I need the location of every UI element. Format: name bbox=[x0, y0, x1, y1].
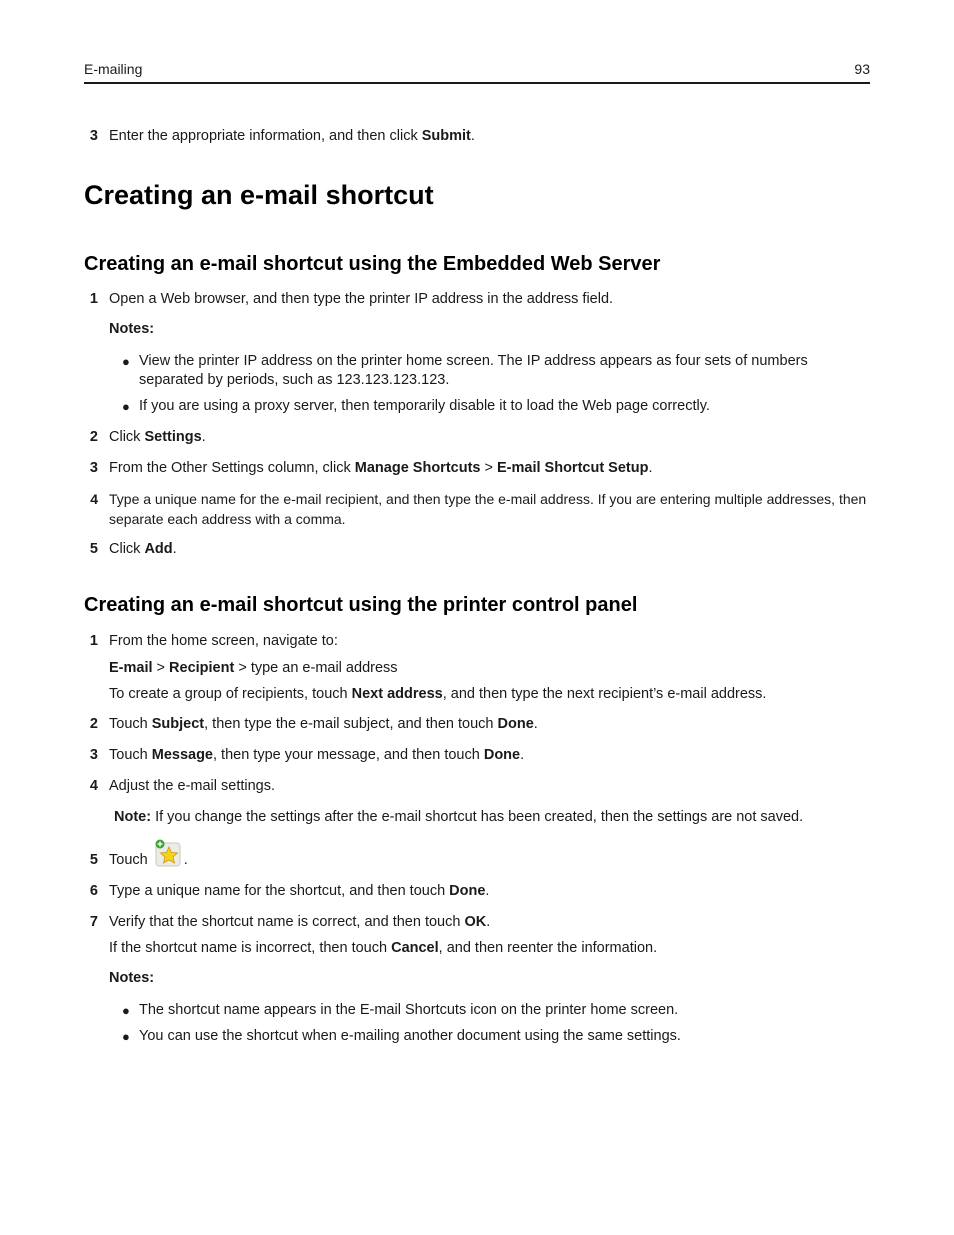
group-recipients-text: To create a group of recipients, touch Next address, and then type the next recipient’s e-mail address. bbox=[109, 686, 767, 702]
section-name: E-mailing bbox=[84, 61, 143, 77]
cancel-instruction: If the shortcut name is incorrect, then touch Cancel, and then reenter the information. bbox=[109, 940, 658, 956]
add-shortcut-star-icon bbox=[154, 839, 182, 867]
step-text: Enter the appropriate information, and then click Submit. bbox=[109, 128, 475, 144]
panel-notes-label: Notes: bbox=[109, 970, 155, 986]
submit-term: Submit bbox=[421, 128, 471, 144]
ews-notes-label: Notes: bbox=[109, 321, 155, 337]
navigation-path: E-mail > Recipient > type an e-mail address bbox=[109, 660, 398, 676]
step-number: 3 bbox=[89, 128, 98, 144]
page-header bbox=[84, 60, 870, 84]
page-title: Creating an e-mail shortcut bbox=[84, 180, 434, 210]
page-number: 93 bbox=[854, 61, 870, 77]
panel-heading: Creating an e-mail shortcut using the printer control panel bbox=[84, 594, 638, 616]
settings-note: Note: If you change the settings after the e-mail shortcut has been created, then the settings are not saved. bbox=[114, 809, 804, 825]
ews-heading: Creating an e-mail shortcut using the Embedded Web Server bbox=[84, 253, 661, 275]
